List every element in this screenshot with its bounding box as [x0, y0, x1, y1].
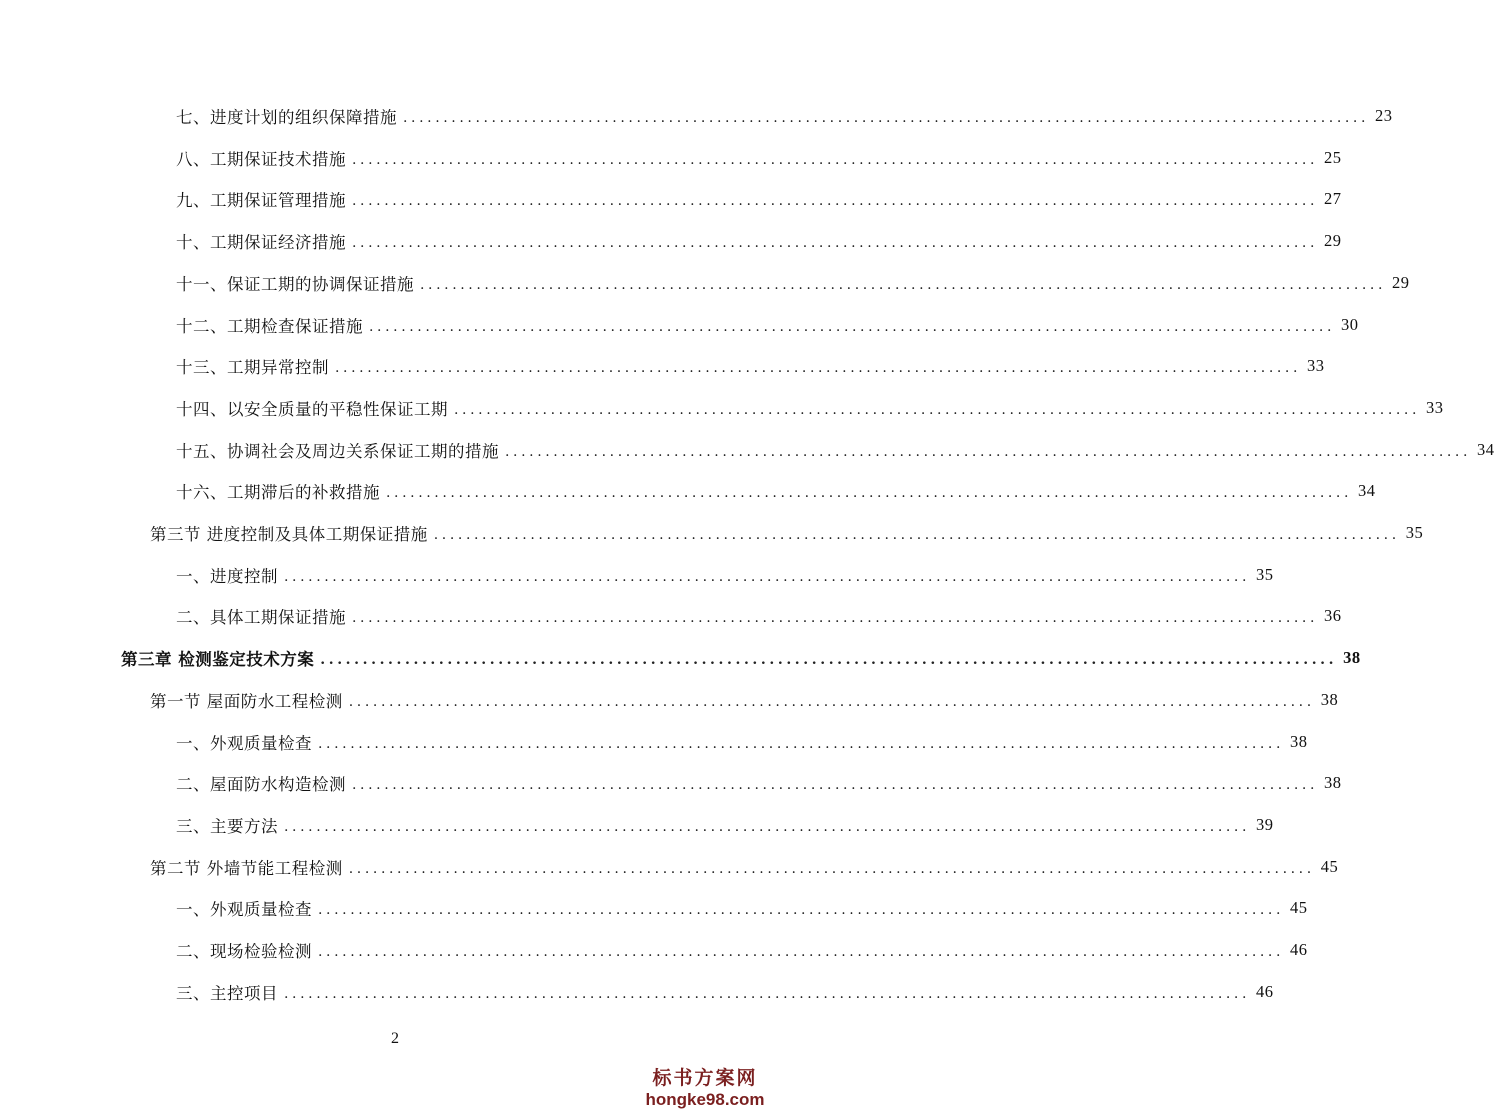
toc-entry[interactable] [150, 685, 1339, 715]
toc-entry-title: 一、外观质量检查 [176, 733, 312, 753]
toc-entry[interactable] [176, 143, 1342, 173]
toc-entry[interactable] [176, 810, 1274, 840]
toc-entry-page: 45 [1290, 898, 1308, 918]
toc-entry-page: 35 [1256, 564, 1274, 584]
toc-entry[interactable] [121, 643, 1361, 673]
toc-entry-title: 一、外观质量检查 [176, 900, 312, 920]
toc-entry-page: 34 [1358, 481, 1376, 501]
toc-entry-page: 27 [1324, 189, 1342, 209]
toc-dot-leader: ........................................................................................................................ [335, 360, 1302, 377]
toc-entry[interactable] [176, 393, 1444, 423]
toc-entry-page: 36 [1324, 606, 1342, 626]
watermark-text-cn: 标书方案网 [652, 1067, 758, 1089]
toc-entry-page: 30 [1341, 314, 1359, 334]
toc-entry[interactable] [176, 435, 1495, 465]
toc-entry-page: 29 [1324, 231, 1342, 251]
toc-dot-leader: ........................................................................................................................ [352, 235, 1319, 252]
toc-entry[interactable] [176, 101, 1393, 131]
toc-entry[interactable] [150, 518, 1424, 548]
toc-entry-page: 38 [1324, 773, 1342, 793]
toc-entry-title: 十四、以安全质量的平稳性保证工期 [176, 399, 448, 419]
toc-entry[interactable] [176, 310, 1359, 340]
toc-entry-page: 38 [1320, 689, 1339, 709]
toc-entry-title: 第三章 检测鉴定技术方案 [121, 650, 315, 670]
toc-dot-leader: ........................................................................................................................ [420, 276, 1387, 293]
toc-entry-page: 46 [1256, 981, 1274, 1001]
toc-entry[interactable] [176, 226, 1342, 256]
page-number: 2 [391, 1030, 399, 1047]
toc-entry-title: 九、工期保证管理措施 [176, 191, 346, 211]
toc-entry-page: 45 [1320, 856, 1339, 876]
toc-dot-leader: ........................................................................................................................ [320, 652, 1338, 669]
watermark-logo [630, 1063, 780, 1110]
toc-entry-title: 一、进度控制 [176, 566, 278, 586]
toc-entry-title: 十六、工期滞后的补救措施 [176, 483, 380, 503]
toc-entry-page: 35 [1405, 523, 1424, 542]
toc-dot-leader: ........................................................................................................................ [318, 944, 1285, 960]
toc-entry-page: 33 [1426, 397, 1444, 417]
toc-entry[interactable] [150, 852, 1339, 882]
toc-entry-page: 39 [1256, 814, 1274, 834]
toc-entry-title: 十、工期保证经济措施 [176, 233, 346, 253]
toc-entry-title: 二、现场检验检测 [176, 942, 312, 961]
toc-entry-page: 38 [1290, 731, 1308, 751]
toc-entry[interactable] [176, 601, 1342, 631]
toc-dot-leader: ........................................................................................................................ [318, 902, 1285, 919]
toc-entry[interactable] [176, 768, 1342, 798]
toc-dot-leader: ........................................................................................................................ [284, 985, 1251, 1002]
toc-dot-leader: ........................................................................................................................ [433, 527, 1400, 543]
toc-entry[interactable] [176, 351, 1325, 381]
toc-entry-page: 29 [1392, 272, 1410, 292]
toc-entry-title: 三、主要方法 [176, 816, 278, 836]
toc-entry-title: 第一节 屋面防水工程检测 [150, 691, 343, 711]
toc-entry[interactable] [176, 268, 1410, 298]
toc-entry-title: 第二节 外墙节能工程检测 [150, 858, 343, 878]
toc-entry-page: 46 [1290, 940, 1308, 959]
toc-dot-leader: ........................................................................................................................ [352, 151, 1319, 168]
toc-dot-leader: ........................................................................................................................ [403, 110, 1370, 126]
toc-entry[interactable] [176, 893, 1308, 923]
toc-entry-title: 七、进度计划的组织保障措施 [176, 108, 397, 127]
toc-entry-title: 二、具体工期保证措施 [176, 608, 346, 628]
toc-entry[interactable] [176, 560, 1274, 590]
toc-dot-leader: ........................................................................................................................ [352, 777, 1319, 794]
toc-dot-leader: ........................................................................................................................ [352, 193, 1319, 210]
toc-dot-leader: ........................................................................................................................ [348, 860, 1315, 877]
toc-entry-title: 十五、协调社会及周边关系保证工期的措施 [176, 441, 499, 461]
toc-dot-leader: ........................................................................................................................ [369, 318, 1336, 335]
toc-entry-title: 三、主控项目 [176, 983, 278, 1003]
toc-dot-leader: ........................................................................................................................ [348, 693, 1315, 710]
toc-dot-leader: ........................................................................................................................ [505, 443, 1472, 460]
toc-entry[interactable] [176, 935, 1308, 965]
toc-entry-page: 38 [1343, 648, 1361, 668]
toc-entry-page: 33 [1307, 356, 1325, 376]
toc-entry-page: 34 [1477, 439, 1495, 459]
toc-dot-leader: ........................................................................................................................ [284, 568, 1251, 585]
toc-dot-leader: ........................................................................................................................ [386, 485, 1353, 502]
toc-dot-leader: ........................................................................................................................ [352, 610, 1319, 627]
toc-entry[interactable] [176, 476, 1376, 506]
toc-entry-title: 十二、工期检查保证措施 [176, 316, 363, 336]
toc-entry-title: 十三、工期异常控制 [176, 358, 329, 378]
toc-entry[interactable] [176, 977, 1274, 1007]
toc-dot-leader: ........................................................................................................................ [318, 735, 1285, 752]
toc-entry-title: 十一、保证工期的协调保证措施 [176, 274, 414, 294]
toc-entry-title: 二、屋面防水构造检测 [176, 775, 346, 795]
toc-dot-leader: ........................................................................................................................ [454, 401, 1421, 418]
toc-entry-page: 25 [1324, 147, 1342, 167]
toc-entry[interactable] [176, 184, 1342, 214]
watermark-text-en: hongke98.com [645, 1090, 765, 1109]
toc-dot-leader: ........................................................................................................................ [284, 818, 1251, 835]
toc-entry-title: 第三节 进度控制及具体工期保证措施 [150, 525, 428, 544]
toc-entry[interactable] [176, 727, 1308, 757]
toc-entry-title: 八、工期保证技术措施 [176, 149, 346, 169]
toc-entry-page: 23 [1375, 106, 1393, 125]
